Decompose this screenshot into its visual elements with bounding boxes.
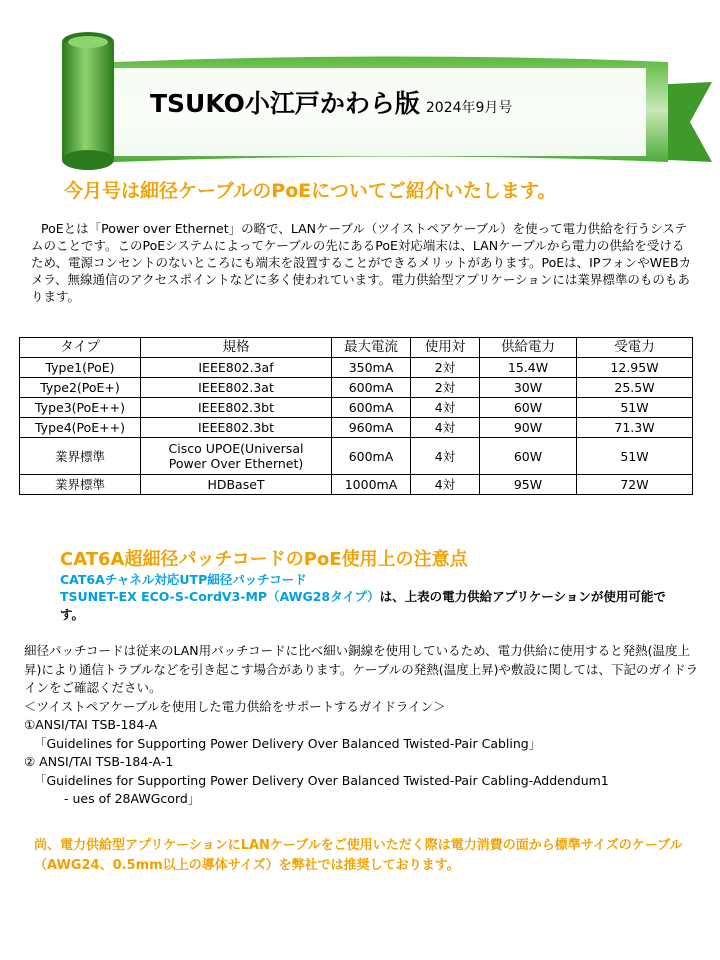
guideline-title: ＜ツイストペアケーブルを使用した電力供給をサポートするガイドライン＞	[24, 698, 446, 714]
guideline-item-1-desc: 「Guidelines for Supporting Power Delivery Over Balanced Twisted-Pair Cabling」	[34, 735, 542, 751]
cell: 960mA	[332, 418, 411, 438]
cell: IEEE802.3bt	[141, 398, 332, 418]
guideline-item-2-desc-cont: - ues of 28AWGcord」	[64, 791, 201, 806]
cell: 業界標準	[20, 475, 141, 495]
col-type: タイプ	[20, 338, 141, 358]
table-row	[20, 398, 693, 418]
table-row	[20, 418, 693, 438]
col-supply-power: 供給電力	[480, 338, 577, 358]
table-row	[20, 475, 693, 495]
cell: 60W	[480, 438, 577, 475]
table-row	[20, 438, 693, 475]
col-pairs: 使用対	[411, 338, 480, 358]
cell: IEEE802.3bt	[141, 418, 332, 438]
headline: 今月号は細径ケーブルのPoEについてご紹介いたします。	[64, 180, 557, 202]
cell: 600mA	[332, 438, 411, 475]
cell: 15.4W	[480, 358, 577, 378]
cell: IEEE802.3at	[141, 378, 332, 398]
recommendation-note: 尚、電力供給型アプリケーションにLANケーブルをご使用いただく際は電力消費の面から標準サイズのケーブル（AWG24、0.5mm以上の導体サイズ）を弊社では推奨しております。	[34, 838, 683, 873]
issue-date: 2024年9月号	[425, 100, 513, 116]
newsletter-title	[150, 84, 512, 120]
cell: 600mA	[332, 398, 411, 418]
section-heading: CAT6A超細径パッチコードのPoE使用上の注意点	[60, 549, 468, 570]
cell: Type3(PoE++)	[20, 398, 141, 418]
cell: 4対	[411, 438, 480, 475]
product-line	[60, 588, 680, 624]
guideline-item-2: ② ANSI/TAI TSB-184-A-1	[24, 754, 174, 769]
cell: Type4(PoE++)	[20, 418, 141, 438]
cell: 12.95W	[577, 358, 693, 378]
table-row	[20, 378, 693, 398]
cell: HDBaseT	[141, 475, 332, 495]
body-paragraph: 細径パッチコードは従来のLAN用パッチコードに比べ細い銅線を使用しているため、電力供給に使用すると発熱(温度上昇)により通信トラブルなどを引き起こす場合があります。ケーブルの発熱(温度上昇)や敷設に関しては、下記のガイドラインをご確認ください。	[24, 643, 699, 695]
guideline-body	[24, 642, 704, 809]
cell: 350mA	[332, 358, 411, 378]
product-name: TSUNET-EX ECO-S-CordV3-MP（AWG28タイプ）	[60, 589, 380, 604]
product-suffix: は、上表の電力供給アプリケーションが使用可能です。	[60, 589, 666, 622]
table-row	[20, 358, 693, 378]
cell: 1000mA	[332, 475, 411, 495]
col-standard: 規格	[141, 338, 332, 358]
cell: 2対	[411, 358, 480, 378]
cell: 71.3W	[577, 418, 693, 438]
cell: Type2(PoE+)	[20, 378, 141, 398]
poe-spec-table	[19, 337, 693, 495]
cell: Type1(PoE)	[20, 358, 141, 378]
section-subheading: CAT6Aチャネル対応UTP細径パッチコード	[60, 572, 307, 587]
cell: 72W	[577, 475, 693, 495]
cell: 4対	[411, 398, 480, 418]
guideline-item-2-desc: 「Guidelines for Supporting Power Delivery Over Balanced Twisted-Pair Cabling-Addendum1	[34, 772, 609, 788]
cell: 51W	[577, 398, 693, 418]
intro-paragraph	[31, 220, 693, 305]
cell: 30W	[480, 378, 577, 398]
cell: 90W	[480, 418, 577, 438]
col-received-power: 受電力	[577, 338, 693, 358]
cell: IEEE802.3af	[141, 358, 332, 378]
col-max-current: 最大電流	[332, 338, 411, 358]
cell: Cisco UPOE(Universal Power Over Ethernet)	[141, 438, 332, 475]
title-text: TSUKO小江戸かわら版	[150, 89, 420, 118]
table-header-row	[20, 338, 693, 358]
cell: 95W	[480, 475, 577, 495]
cell: 51W	[577, 438, 693, 475]
guideline-item-1: ①ANSI/TAI TSB-184-A	[24, 717, 158, 732]
cell: 25.5W	[577, 378, 693, 398]
cell: 2対	[411, 378, 480, 398]
cell: 業界標準	[20, 438, 141, 475]
cell: 4対	[411, 418, 480, 438]
cell: 4対	[411, 475, 480, 495]
cell: 60W	[480, 398, 577, 418]
cell: 600mA	[332, 378, 411, 398]
intro-text: PoEとは「Power over Ethernet」の略で、LANケーブル（ツイストペアケーブル）を使って電力供給を行うシステムのことです。このPoEシステムによってケーブルの先にあるPoE対応端末は、LANケーブルから電力の供給を受けるため、電源コンセントのないところにも端末を設置することができるメリットがあります。PoEは、IPフォンやWEBカメラ、無線通信のアクセスポイントなどに多く使われています。電力供給型アプリケーションには業界標準のものもあります。	[31, 221, 692, 304]
